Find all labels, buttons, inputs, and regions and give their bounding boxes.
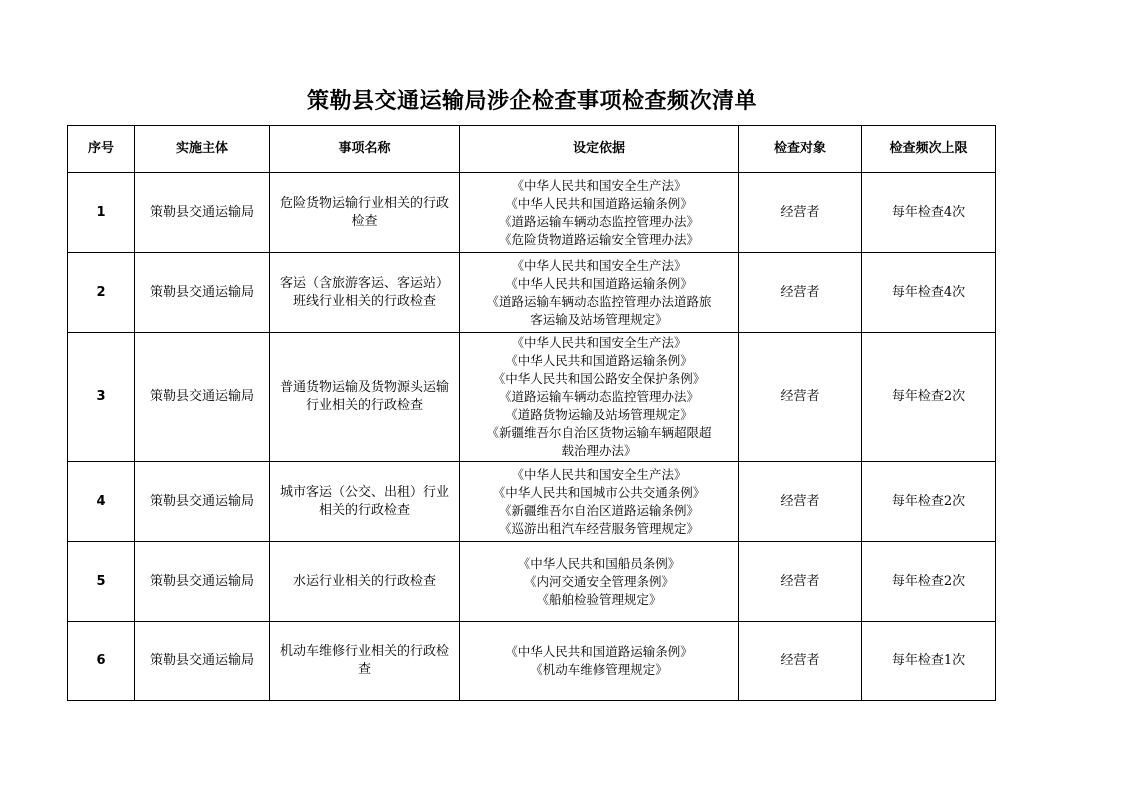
row-basis	[460, 542, 739, 622]
row-item: 城市客运（公交、出租）行业相关的行政检查	[270, 462, 460, 542]
basis-line: 《中华人民共和国道路运输条例》	[505, 195, 693, 211]
table-row	[68, 542, 996, 622]
basis-line: 《新疆维吾尔自治区道路运输条例》	[498, 502, 699, 518]
table-header-row	[68, 126, 996, 173]
table-row	[68, 622, 996, 701]
row-item: 机动车维修行业相关的行政检查	[270, 622, 460, 701]
header-seq: 序号	[68, 126, 135, 173]
header-item: 事项名称	[270, 126, 460, 173]
inspection-table	[67, 125, 996, 701]
row-item: 普通货物运输及货物源头运输行业相关的行政检查	[270, 333, 460, 462]
header-frequency: 检查频次上限	[862, 126, 996, 173]
basis-line: 《中华人民共和国公路安全保护条例》	[492, 371, 706, 386]
row-subject: 策勒县交通运输局	[135, 253, 270, 333]
table-row	[68, 173, 996, 253]
basis-line: 《中华人民共和国安全生产法》	[511, 177, 687, 193]
basis-line: 《道路运输车辆动态监控管理办法》	[498, 213, 699, 229]
header-target: 检查对象	[739, 126, 862, 173]
basis-line: 《新疆维吾尔自治区货物运输车辆超限超	[486, 425, 712, 440]
row-seq: 1	[68, 173, 135, 253]
row-basis	[460, 462, 739, 542]
basis-line: 《巡游出租汽车经营服务管理规定》	[498, 520, 699, 536]
header-basis: 设定依据	[460, 126, 739, 173]
basis-line: 《道路运输车辆动态监控管理办法》	[498, 389, 699, 404]
row-frequency: 每年检查2次	[862, 462, 996, 542]
table-row	[68, 253, 996, 333]
basis-line: 《危险货物道路运输安全管理办法》	[498, 231, 699, 247]
row-target: 经营者	[739, 462, 862, 542]
basis-line: 《中华人民共和国道路运输条例》	[505, 275, 693, 291]
row-frequency: 每年检查2次	[862, 333, 996, 462]
row-target: 经营者	[739, 333, 862, 462]
row-seq: 5	[68, 542, 135, 622]
row-target: 经营者	[739, 622, 862, 701]
row-item: 危险货物运输行业相关的行政检查	[270, 173, 460, 253]
row-subject: 策勒县交通运输局	[135, 462, 270, 542]
page-title: 策勒县交通运输局涉企检查事项检查频次清单	[306, 89, 757, 114]
row-target: 经营者	[739, 173, 862, 253]
header-subject: 实施主体	[135, 126, 270, 173]
table-row	[68, 333, 996, 462]
table-row	[68, 462, 996, 542]
row-frequency: 每年检查4次	[862, 253, 996, 333]
row-basis	[460, 622, 739, 701]
row-seq: 4	[68, 462, 135, 542]
basis-line: 《道路货物运输及站场管理规定》	[505, 407, 693, 422]
row-subject: 策勒县交通运输局	[135, 173, 270, 253]
basis-line: 《中华人民共和国安全生产法》	[511, 466, 687, 482]
basis-line: 《中华人民共和国安全生产法》	[511, 335, 687, 350]
row-basis	[460, 253, 739, 333]
row-item: 客运（含旅游客运、客运站）班线行业相关的行政检查	[270, 253, 460, 333]
row-frequency: 每年检查1次	[862, 622, 996, 701]
basis-line: 《中华人民共和国安全生产法》	[511, 257, 687, 273]
basis-line: 《道路运输车辆动态监控管理办法道路旅	[486, 293, 712, 309]
row-subject: 策勒县交通运输局	[135, 622, 270, 701]
row-target: 经营者	[739, 542, 862, 622]
basis-line: 《中华人民共和国道路运输条例》	[505, 644, 693, 659]
basis-line: 《中华人民共和国船员条例》	[517, 555, 681, 571]
row-basis	[460, 333, 739, 462]
row-subject: 策勒县交通运输局	[135, 542, 270, 622]
basis-line: 《中华人民共和国城市公共交通条例》	[492, 484, 706, 500]
row-seq: 3	[68, 333, 135, 462]
row-frequency: 每年检查4次	[862, 173, 996, 253]
row-item: 水运行业相关的行政检查	[270, 542, 460, 622]
basis-line: 载治理办法》	[561, 443, 637, 458]
basis-line: 客运输及站场管理规定》	[530, 311, 668, 327]
basis-line: 《中华人民共和国道路运输条例》	[505, 353, 693, 368]
row-target: 经营者	[739, 253, 862, 333]
row-frequency: 每年检查2次	[862, 542, 996, 622]
row-seq: 6	[68, 622, 135, 701]
basis-line: 《机动车维修管理规定》	[530, 662, 668, 677]
row-basis	[460, 173, 739, 253]
row-seq: 2	[68, 253, 135, 333]
basis-line: 《船舶检验管理规定》	[536, 591, 662, 607]
row-subject: 策勒县交通运输局	[135, 333, 270, 462]
basis-line: 《内河交通安全管理条例》	[523, 573, 674, 589]
